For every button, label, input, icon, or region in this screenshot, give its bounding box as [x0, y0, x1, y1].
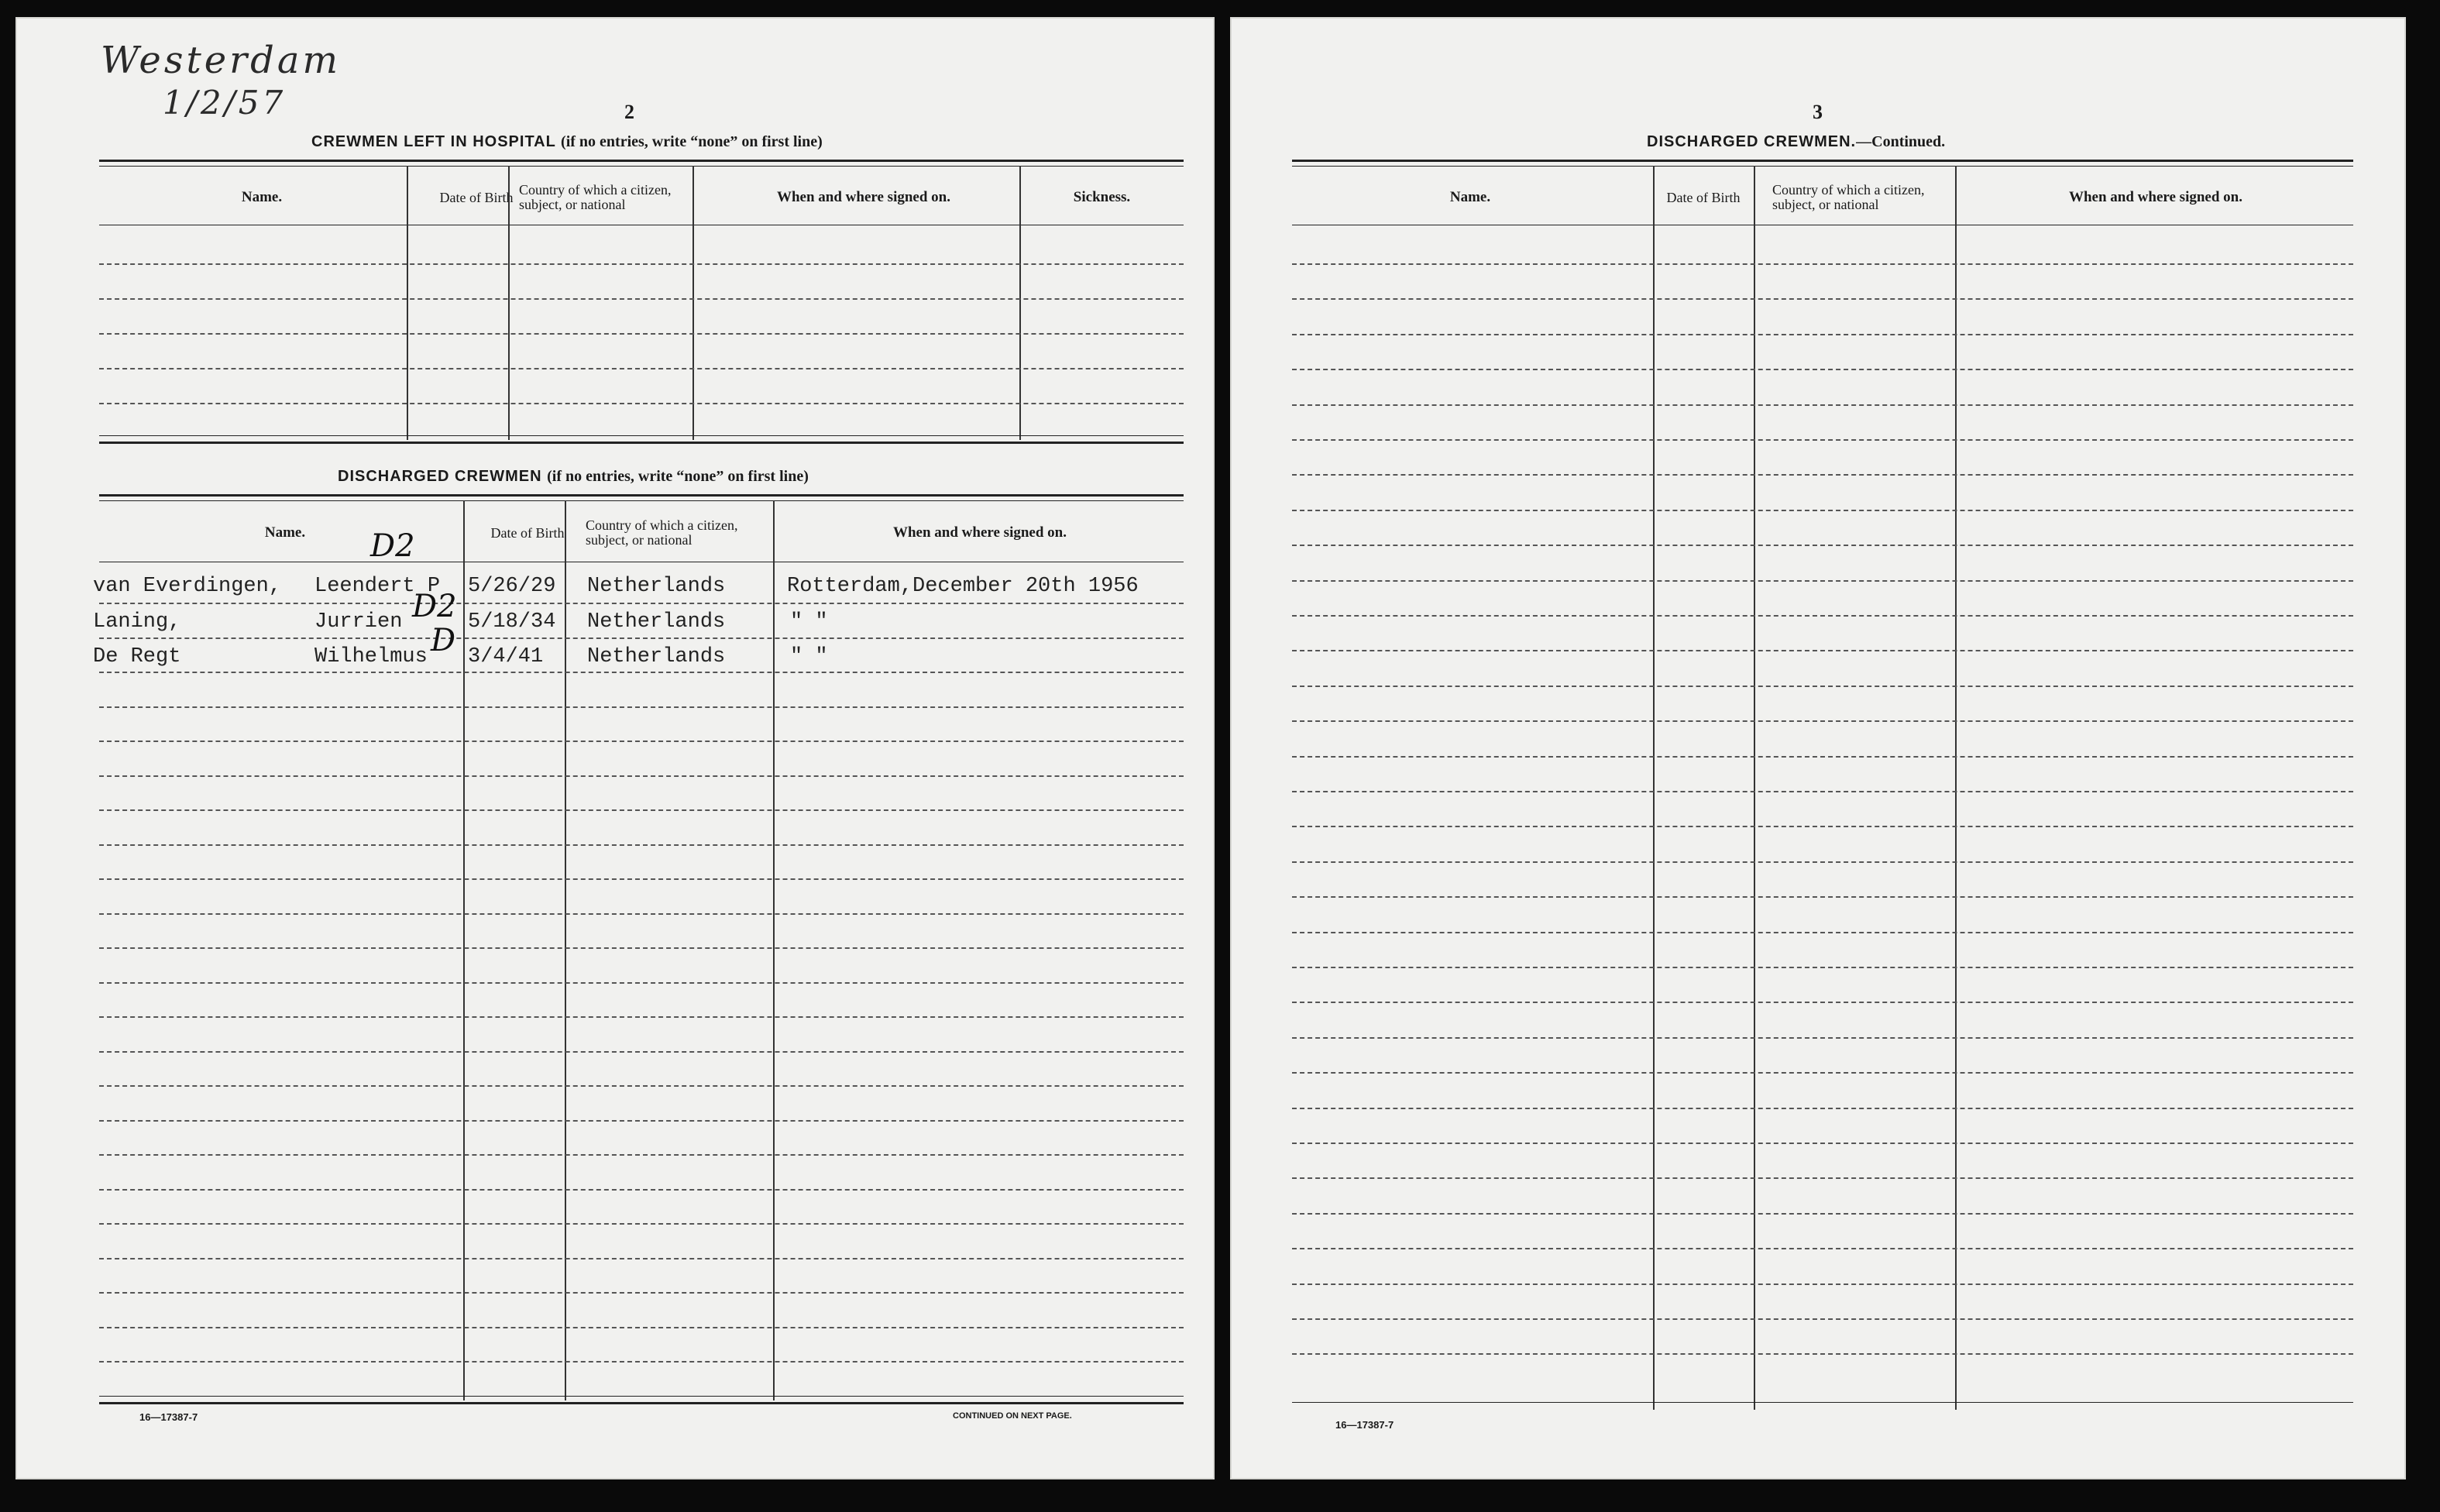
- ruled-line: [99, 298, 1184, 300]
- right-page: [1230, 17, 2406, 1479]
- ruled-line: [99, 741, 1184, 742]
- ruled-line: [99, 878, 1184, 880]
- ruled-line: [1292, 474, 2353, 476]
- ruled-line: [99, 913, 1184, 915]
- continued-col-dob: Date of Birth: [1666, 189, 1741, 205]
- discharged-col-country: Country of which a citizen, subject, or national: [586, 517, 738, 548]
- ruled-line: [99, 368, 1184, 369]
- ruled-line: [99, 672, 1184, 673]
- crew-given-name: Wilhelmus: [314, 645, 428, 668]
- ruled-line: [99, 1016, 1184, 1018]
- ruled-line: [99, 982, 1184, 984]
- ruled-line: [1292, 1248, 2353, 1249]
- ruled-line: [1292, 334, 2353, 335]
- ruled-line: [1292, 1037, 2353, 1039]
- handwritten-date: 1/2/57: [163, 84, 287, 122]
- crew-country: Netherlands: [587, 575, 726, 598]
- ruled-line: [1292, 369, 2353, 370]
- continued-col-name: Name.: [1449, 189, 1491, 205]
- left-page: [15, 17, 1215, 1479]
- crew-given-name: Leendert P: [314, 575, 441, 598]
- ruled-line: [99, 1361, 1184, 1363]
- ruled-line: [1292, 932, 2353, 933]
- ruled-line: [1292, 686, 2353, 687]
- hospital-col-name: Name.: [241, 189, 283, 205]
- discharged-continued-title: DISCHARGED CREWMEN.—Continued.: [1647, 133, 1946, 150]
- ruled-line: [1292, 580, 2353, 582]
- ruled-line: [99, 1085, 1184, 1087]
- ruled-line: [99, 775, 1184, 777]
- ruled-line: [99, 1223, 1184, 1225]
- handwritten-mark: D2: [370, 528, 415, 564]
- ruled-line: [1292, 1318, 2353, 1320]
- continued-col-signed: When and where signed on.: [2068, 189, 2242, 205]
- ruled-line: [1292, 298, 2353, 300]
- ruled-line: [99, 1051, 1184, 1053]
- ruled-line: [99, 403, 1184, 404]
- page-number: 2: [624, 101, 634, 123]
- hospital-col-country: Country of which a citizen, subject, or national: [519, 182, 672, 212]
- ruled-line: [99, 1120, 1184, 1122]
- ruled-line: [1292, 720, 2353, 722]
- ruled-line: [99, 1258, 1184, 1259]
- ruled-line: [99, 637, 1184, 639]
- crew-dob: 3/4/41: [468, 645, 544, 668]
- ruled-line: [1292, 1072, 2353, 1074]
- ruled-line: [99, 1292, 1184, 1294]
- ruled-line: [1292, 1177, 2353, 1179]
- ruled-line: [99, 1189, 1184, 1191]
- crew-surname: De Regt: [93, 645, 181, 668]
- crew-signed-on: " ": [790, 645, 828, 668]
- ruled-line: [1292, 861, 2353, 863]
- ruled-line: [99, 1154, 1184, 1156]
- crew-country: Netherlands: [587, 645, 726, 668]
- ruled-line: [1292, 404, 2353, 406]
- ruled-line: [99, 947, 1184, 949]
- hospital-col-sickness: Sickness.: [1073, 189, 1131, 205]
- ruled-line: [1292, 967, 2353, 968]
- ruled-line: [1292, 1353, 2353, 1355]
- hospital-section-title: CREWMEN LEFT IN HOSPITAL (if no entries, write “none” on first line): [311, 133, 823, 150]
- hospital-col-signed: When and where signed on.: [776, 189, 950, 205]
- crew-signed-on: " ": [790, 610, 828, 634]
- crew-surname: Laning,: [93, 610, 181, 634]
- ruled-line: [1292, 896, 2353, 898]
- crew-given-name: Jurrien: [314, 610, 403, 634]
- ruled-line: [99, 844, 1184, 846]
- ruled-line: [1292, 756, 2353, 758]
- ruled-line: [99, 263, 1184, 265]
- continued-note: CONTINUED ON NEXT PAGE.: [953, 1411, 1072, 1421]
- ruled-line: [1292, 791, 2353, 792]
- page-number: 3: [1813, 101, 1823, 123]
- crew-signed-on: Rotterdam,December 20th 1956: [787, 575, 1139, 598]
- discharged-col-signed: When and where signed on.: [892, 524, 1067, 541]
- form-number: 16—17387-7: [139, 1411, 198, 1423]
- ruled-line: [1292, 510, 2353, 511]
- ruled-line: [1292, 439, 2353, 441]
- ruled-line: [1292, 1213, 2353, 1215]
- handwritten-mark: D: [431, 623, 456, 658]
- ruled-line: [99, 333, 1184, 335]
- crew-dob: 5/18/34: [468, 610, 556, 634]
- ruled-line: [1292, 1108, 2353, 1109]
- ruled-line: [1292, 650, 2353, 651]
- handwritten-ship-name: Westerdam: [101, 39, 341, 82]
- ruled-line: [1292, 1143, 2353, 1144]
- ruled-line: [1292, 545, 2353, 546]
- discharged-col-dob: Date of Birth: [490, 524, 565, 541]
- crew-country: Netherlands: [587, 610, 726, 634]
- ruled-line: [1292, 826, 2353, 827]
- discharged-col-name: Name.: [264, 524, 306, 541]
- ruled-line: [99, 1327, 1184, 1328]
- ruled-line: [1292, 263, 2353, 265]
- ruled-line: [1292, 1283, 2353, 1285]
- hospital-top-rule: [99, 160, 1184, 162]
- ruled-line: [99, 809, 1184, 811]
- ruled-line: [1292, 615, 2353, 617]
- crew-surname: van Everdingen,: [93, 575, 282, 598]
- continued-col-country: Country of which a citizen, subject, or national: [1772, 182, 1925, 212]
- ruled-line: [1292, 1002, 2353, 1003]
- crew-dob: 5/26/29: [468, 575, 556, 598]
- ruled-line: [99, 706, 1184, 708]
- ruled-line: [99, 603, 1184, 604]
- handwritten-mark: D2: [412, 589, 457, 624]
- form-number: 16—17387-7: [1335, 1419, 1394, 1431]
- hospital-col-dob: Date of Birth: [439, 189, 514, 205]
- discharged-section-title: DISCHARGED CREWMEN (if no entries, write “none” on first line): [338, 468, 809, 485]
